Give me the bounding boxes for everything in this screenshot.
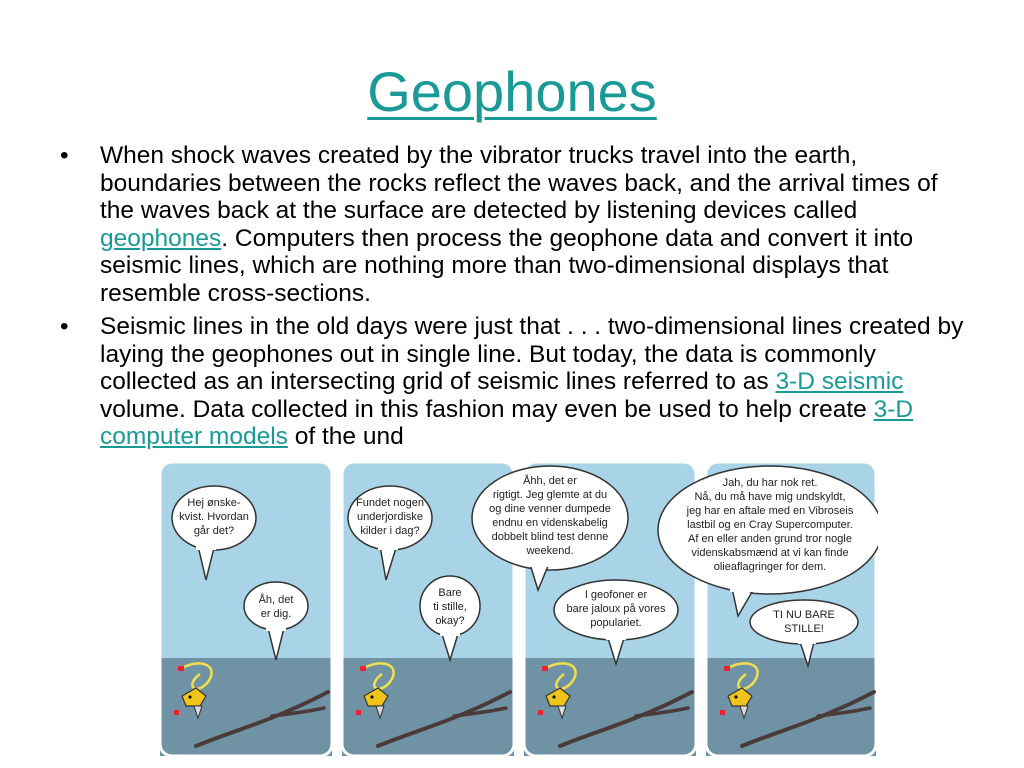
geophone-eye [734,695,737,698]
bubble-line: Hej ønske-kvist. Hvordan går det? [179,497,249,537]
bubble-line: I geofoner er bare jaloux på vores populariet. [566,589,666,629]
cable-plug [174,710,179,715]
cable-plug [178,666,184,671]
panel-3-ground [524,658,696,756]
bubble-line: TI NU BARE STILLE! [773,609,835,635]
panel-1-ground [160,658,332,756]
3d-computer-models-link[interactable]: 3-D computer models [100,395,914,450]
cable-plug [538,710,543,715]
bullet-glyph: • [60,313,69,340]
cable-plug [720,710,725,715]
bullet-1-text-a: When shock waves created by the vibrator trucks travel into the earth, boundaries between the rocks reflect the waves back, and the arrival times of the waves back at the surface are detected by listening devices called [100,142,938,224]
3d-seismic-link[interactable]: 3-D seismic [775,368,904,395]
geophones-link[interactable]: geophones [100,224,222,252]
panel-4-ground [706,658,876,756]
bullet-glyph: • [60,142,69,169]
bullet-1-text-b: . Computers then process the geophone data and convert it into seismic lines, which are nothing more than two-dimensional displays that resemble cross-sections. [100,224,914,307]
bubble-line: Åhh, det er rigtigt. Jeg glemte at du og dine venner dumpede endnu en videnskabelig dobbelt blind test denne weekend. [489,475,611,557]
bullet-item-1 [60,142,970,307]
cable-plug [542,666,548,671]
cable-plug [360,666,366,671]
bullet-item-2 [60,313,970,451]
cable-plug [356,710,361,715]
slide-title: Geophones [367,60,657,123]
geophone-eye [188,695,191,698]
panel-2-ground [342,658,514,756]
bullet-2-text-a: Seismic lines in the old days were just that . . . two-dimensional lines created by laying the geophones out in single line. But today, the data is commonly collected as an intersecting grid of seismic lines referred to as [100,313,964,395]
bullet-list [60,142,970,457]
speech-bubble [244,582,308,630]
comic-strip [158,460,878,760]
bubble-line: Fundet nogen underjordiske kilder i dag? [356,497,424,537]
speech-bubble [750,600,858,644]
bubble-line: Åh, det er dig. [258,594,294,620]
bubble-line: Jah, du har nok ret. Nå, du må have mig undskyldt, jeg har en aftale med en Vibroseis lastbil og en Cray Supercomputer. Af en eller anden grund tror nogle videnskabsmænd at vi kan finde olieaflagringer for dem. [686,477,854,573]
geophone-eye [552,695,555,698]
bullet-2-text-b: volume. Data collected in this fashion may even be used to help create [100,395,874,423]
bubble-line: Bare ti stille, okay? [433,587,467,627]
geophone-eye [370,695,373,698]
bullet-2-text-c: of the und [287,423,404,450]
cable-plug [724,666,730,671]
